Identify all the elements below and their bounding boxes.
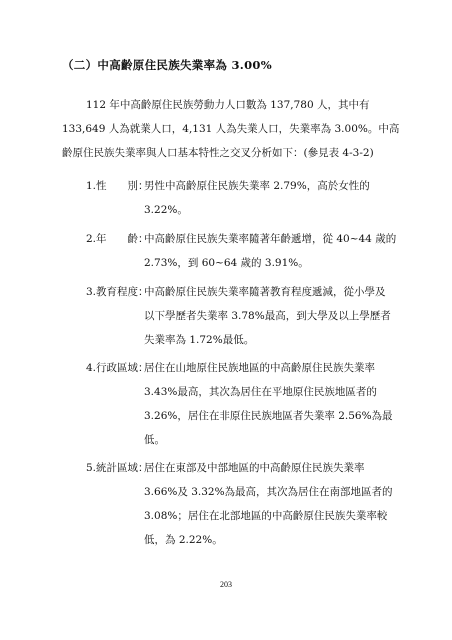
list-item-admin-region <box>86 356 396 452</box>
list-item-line: 以下學歷者失業率 3.78%最高，到大學及以上學歷者 <box>144 310 391 322</box>
intro-paragraph <box>62 93 400 165</box>
list-item-line: 居住在山地原住民族地區的中高齡原住民族失業率 <box>144 362 375 374</box>
list-item-label: 3.教育程度： <box>86 286 149 298</box>
list-item-label: 5.統計區域： <box>86 462 149 474</box>
list-item-line: 男性中高齡原住民族失業率 2.79%，高於女性的 <box>144 180 370 192</box>
section-heading: （二）中高齡原住民族失業率為 3.00% <box>62 58 272 72</box>
list-item-line: 失業率為 1.72%最低。 <box>144 334 255 346</box>
intro-line: 112 年中高齡原住民族勞動力人口數為 137,780 人，其中有 <box>86 99 370 111</box>
list-item-line: 2.73%，到 60~64 歲的 3.91%。 <box>144 257 309 269</box>
intro-line: 齡原住民族失業率與人口基本特性之交叉分析如下：(參見表 4-3-2) <box>62 147 374 159</box>
list-item-line: 3.26%，居住在非原住民族地區者失業率 2.56%為最 <box>144 410 393 422</box>
list-item-line: 3.66%及 3.32%為最高，其次為居住在南部地區者的 <box>144 486 393 498</box>
list-item-line: 居住在東部及中部地區的中高齡原住民族失業率 <box>144 462 365 474</box>
list-item-stat-region <box>86 456 396 552</box>
list-item-line: 3.43%最高，其次為居住在平地原住民族地區者的 <box>144 386 377 398</box>
list-item-age <box>86 227 396 275</box>
list-item-label: 1.性 別： <box>86 180 149 192</box>
list-item-education <box>86 280 396 352</box>
list-item-gender <box>86 174 396 222</box>
page-number: 203 <box>220 580 232 589</box>
list-item-line: 低。 <box>144 434 165 446</box>
list-item-line: 3.22%。 <box>144 204 188 216</box>
list-item-line: 中高齡原住民族失業率隨著年齡遞增，從 40~44 歲的 <box>144 233 397 245</box>
list-item-line: 3.08%；居住在北部地區的中高齡原住民族失業率較 <box>144 510 388 522</box>
list-item-label: 4.行政區域： <box>86 362 149 374</box>
list-item-line: 中高齡原住民族失業率隨著教育程度遞減，從小學及 <box>144 286 386 298</box>
list-item-label: 2.年 齡： <box>86 233 149 245</box>
list-item-line: 低，為 2.22%。 <box>144 534 223 546</box>
intro-line: 133,649 人為就業人口，4,131 人為失業人口，失業率為 3.00%。中高 <box>62 123 400 135</box>
